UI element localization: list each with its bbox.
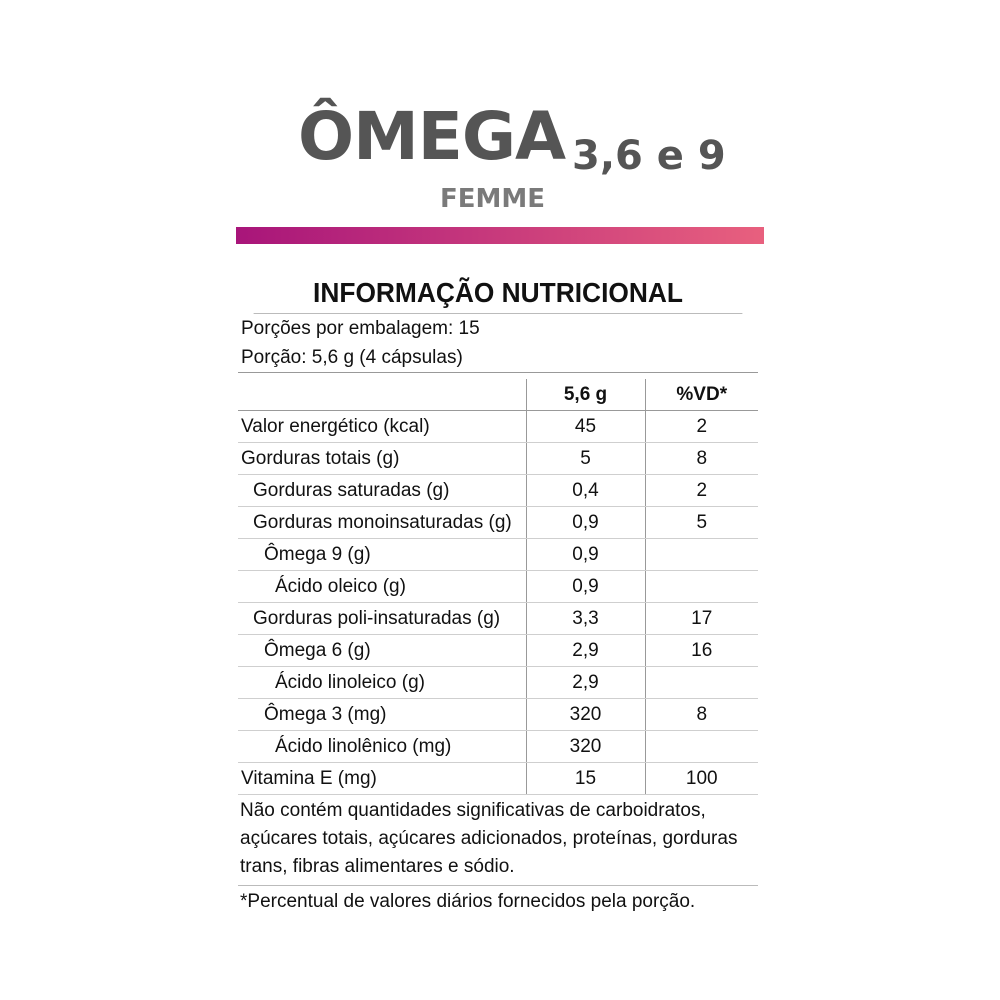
nutrition-title: INFORMAÇÃO NUTRICIONAL bbox=[254, 275, 743, 314]
table-row bbox=[238, 667, 758, 699]
table-row bbox=[238, 443, 758, 475]
table-row bbox=[238, 411, 758, 443]
table-header-row bbox=[238, 379, 758, 411]
product-brand bbox=[0, 0, 1000, 260]
table-row bbox=[238, 603, 758, 635]
nutrient-amount: 2,9 bbox=[526, 635, 645, 667]
gradient-divider-bar bbox=[236, 227, 764, 244]
nutrient-name: Valor energético (kcal) bbox=[238, 411, 526, 443]
brand-subtitle: 3,6 e 9 bbox=[572, 133, 726, 179]
daily-value-footnote: *Percentual de valores diários fornecidos pela porção. bbox=[240, 891, 696, 912]
nutrient-daily-value: 5 bbox=[645, 507, 758, 539]
nutrient-daily-value: 2 bbox=[645, 411, 758, 443]
table-row bbox=[238, 507, 758, 539]
table-row bbox=[238, 699, 758, 731]
nutrition-table bbox=[238, 379, 758, 795]
nutrient-name: Ômega 3 (mg) bbox=[238, 699, 526, 731]
brand-line-name: FEMME bbox=[440, 184, 546, 214]
nutrient-amount: 3,3 bbox=[526, 603, 645, 635]
nutrient-name: Vitamina E (mg) bbox=[238, 763, 526, 795]
nutrient-name: Gorduras totais (g) bbox=[238, 443, 526, 475]
nutrient-name: Gorduras saturadas (g) bbox=[238, 475, 526, 507]
nutrient-daily-value: 2 bbox=[645, 475, 758, 507]
nutrient-name: Ácido linolênico (mg) bbox=[238, 731, 526, 763]
header-daily-value: %VD* bbox=[645, 379, 758, 411]
table-row bbox=[238, 475, 758, 507]
nutrient-daily-value: 8 bbox=[645, 443, 758, 475]
table-row bbox=[238, 539, 758, 571]
nutrient-daily-value: 8 bbox=[645, 699, 758, 731]
table-row bbox=[238, 571, 758, 603]
brand-name: ÔMEGA bbox=[298, 98, 566, 175]
nutrient-daily-value: 100 bbox=[645, 763, 758, 795]
nutrient-amount: 45 bbox=[526, 411, 645, 443]
not-significant-note: Não contém quantidades significativas de carboidratos, açúcares totais, açúcares adicionados, proteínas, gorduras trans, fibras alimentares e sódio. bbox=[238, 795, 758, 886]
nutrition-facts-panel bbox=[238, 275, 758, 916]
nutrient-daily-value bbox=[645, 571, 758, 603]
nutrient-amount: 2,9 bbox=[526, 667, 645, 699]
nutrient-daily-value: 17 bbox=[645, 603, 758, 635]
header-amount: 5,6 g bbox=[526, 379, 645, 411]
header-nutrient bbox=[238, 379, 526, 411]
nutrient-name: Ácido linoleico (g) bbox=[238, 667, 526, 699]
nutrient-name: Ômega 9 (g) bbox=[238, 539, 526, 571]
nutrient-amount: 0,9 bbox=[526, 507, 645, 539]
nutrient-name: Gorduras monoinsaturadas (g) bbox=[238, 507, 526, 539]
nutrient-daily-value: 16 bbox=[645, 635, 758, 667]
nutrient-name: Ácido oleico (g) bbox=[238, 571, 526, 603]
table-row bbox=[238, 731, 758, 763]
nutrient-daily-value bbox=[645, 539, 758, 571]
nutrient-daily-value bbox=[645, 667, 758, 699]
servings-per-package: Porções por embalagem: 15 bbox=[241, 318, 480, 339]
serving-size: Porção: 5,6 g (4 cápsulas) bbox=[238, 343, 758, 373]
nutrient-amount: 0,9 bbox=[526, 571, 645, 603]
nutrient-name: Gorduras poli-insaturadas (g) bbox=[238, 603, 526, 635]
nutrient-amount: 0,9 bbox=[526, 539, 645, 571]
nutrient-amount: 15 bbox=[526, 763, 645, 795]
table-row bbox=[238, 763, 758, 795]
nutrient-amount: 320 bbox=[526, 699, 645, 731]
nutrient-daily-value bbox=[645, 731, 758, 763]
nutrient-amount: 320 bbox=[526, 731, 645, 763]
nutrient-amount: 5 bbox=[526, 443, 645, 475]
nutrient-amount: 0,4 bbox=[526, 475, 645, 507]
nutrient-name: Ômega 6 (g) bbox=[238, 635, 526, 667]
table-row bbox=[238, 635, 758, 667]
